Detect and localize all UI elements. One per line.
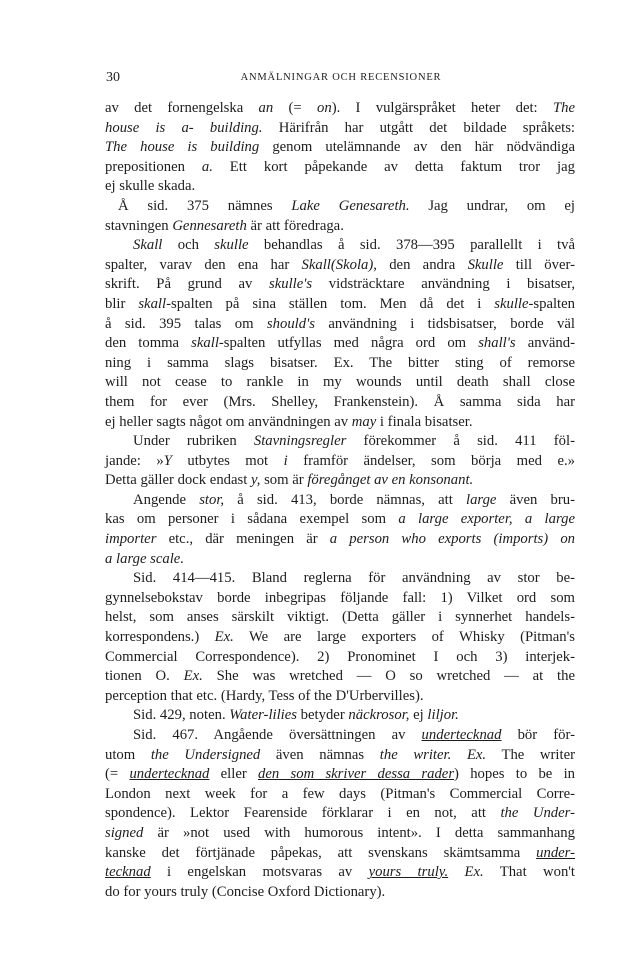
text-line xyxy=(105,569,575,589)
page-number: 30 xyxy=(106,70,120,85)
text-run: Härifrån har utgått det bildade språkets: xyxy=(262,119,575,136)
text-run: betyder xyxy=(297,707,349,724)
text-run: skrift. På grund av xyxy=(105,276,269,293)
text-run: blir xyxy=(105,295,139,312)
text-run: förekommer å sid. 411 föl- xyxy=(346,433,575,450)
text-run: spalter, varav den ena har xyxy=(105,256,302,273)
text-run: använd- xyxy=(515,335,575,352)
text-run: She was wretched — O so wretched — at the xyxy=(202,668,575,685)
text-line xyxy=(105,785,575,805)
text-run: är att föredraga. xyxy=(246,217,344,234)
text-run: -spalten xyxy=(528,295,575,312)
italic-text: on xyxy=(317,100,332,116)
italic-text: may xyxy=(351,413,377,430)
text-line xyxy=(105,863,575,883)
text-line xyxy=(105,177,575,197)
italic-text: yours truly. xyxy=(368,864,449,881)
text-run xyxy=(448,864,464,880)
italic-text: i xyxy=(283,452,288,469)
text-line xyxy=(105,119,575,139)
italic-text: skulle xyxy=(494,295,529,312)
text-run: genom utelämnande av den här nödvändiga xyxy=(259,139,575,156)
text-run: å sid. 395 talas om xyxy=(105,315,267,332)
italic-text: Skall(Skola) xyxy=(301,256,374,273)
text-run: perception that etc. (Hardy, Tess of the D'Urbervilles). xyxy=(105,687,424,704)
italic-text: skall xyxy=(191,335,219,352)
italic-text: undertecknad xyxy=(421,727,502,743)
italic-text: Ex. xyxy=(464,864,484,881)
text-run: ). I vulgärspråket heter det: xyxy=(331,100,553,116)
text-run: Sid. 467. Angående översättningen av xyxy=(133,727,422,743)
text-run: That won't xyxy=(483,864,576,881)
text-line xyxy=(105,608,575,628)
text-line xyxy=(105,197,575,217)
text-run: (= xyxy=(105,766,130,783)
text-line xyxy=(105,706,575,726)
text-line xyxy=(105,687,575,707)
text-run: Detta gäller dock endast xyxy=(105,472,252,489)
text-run: ning i samma slags bisatser. Ex. The bitter sting of remorse xyxy=(105,354,575,371)
italic-text: The xyxy=(552,100,575,116)
text-run: i finala bisatser. xyxy=(376,413,473,430)
text-run: -spalten utfyllas med några ord om xyxy=(218,335,479,352)
text-run: även nämnas xyxy=(260,746,380,763)
italic-text: skall xyxy=(138,295,167,312)
text-run: Under rubriken xyxy=(133,433,254,450)
text-run: och xyxy=(162,237,215,254)
text-run: Angende xyxy=(133,491,200,508)
text-run: stavningen xyxy=(105,217,173,234)
text-line xyxy=(105,628,575,648)
text-line xyxy=(105,275,575,295)
text-run: tionen O. xyxy=(105,668,184,685)
text-run: ) hopes to be in xyxy=(454,766,575,783)
text-line xyxy=(105,589,575,609)
text-line xyxy=(105,256,575,276)
text-line xyxy=(105,491,575,511)
text-run: den tomma xyxy=(105,335,192,352)
text-run: bör för- xyxy=(501,727,575,743)
text-run xyxy=(451,747,467,763)
italic-text: skulle's xyxy=(268,276,313,293)
text-run: Commercial Correspondence). 2) Pronominet I och 3) interjek- xyxy=(105,648,575,665)
italic-text: signed xyxy=(105,824,144,841)
italic-text: Lake Genesareth. xyxy=(291,197,410,214)
italic-text: shall's xyxy=(478,335,516,352)
text-run: ej xyxy=(409,707,428,724)
page-header xyxy=(106,70,576,90)
italic-text: Skall xyxy=(133,237,163,254)
text-line xyxy=(105,648,575,668)
body-text xyxy=(105,99,575,902)
italic-text: skulle xyxy=(214,237,249,254)
text-run: helst, som anses särskilt viktigt. (Detta gäller i synnerhet handels- xyxy=(105,609,575,626)
text-run: är »not used with humorous intent». I detta sammanhang xyxy=(143,824,575,841)
italic-text: näckrosor, xyxy=(348,707,410,724)
italic-text: large xyxy=(465,491,497,508)
text-line xyxy=(105,452,575,472)
text-run: behandlas å sid. 378—395 parallellt i två xyxy=(248,237,575,254)
text-run: användning i tidsbisatser, borde väl xyxy=(314,315,575,332)
italic-text: under- xyxy=(536,844,575,861)
text-line xyxy=(105,99,575,119)
text-run: do for yours truly (Concise Oxford Dictionary). xyxy=(105,883,386,900)
running-head: ANMÄLNINGAR OCH RECENSIONER xyxy=(240,72,442,83)
italic-text: house is a- building. xyxy=(105,119,263,136)
text-line xyxy=(105,510,575,530)
text-run: Sid. 414—415. Bland reglerna för användning av stor be- xyxy=(133,570,575,587)
text-line xyxy=(105,354,575,374)
italic-text: the Undersigned xyxy=(150,746,261,763)
italic-text: tecknad xyxy=(105,864,151,881)
text-line xyxy=(105,158,575,178)
text-run: Å sid. 375 nämnes xyxy=(118,197,292,214)
text-line xyxy=(105,804,575,824)
text-line xyxy=(105,393,575,413)
italic-text: Water-lilies xyxy=(229,707,297,724)
text-run: Ett kort påpekande av detta faktum tror jag xyxy=(212,158,575,175)
text-run: även bru- xyxy=(496,491,575,508)
text-run: kas om personer i sådana exempel som xyxy=(105,511,399,528)
italic-text: Stavningsregler xyxy=(253,433,347,450)
text-run: utom xyxy=(105,746,151,763)
text-run: som är xyxy=(260,472,308,489)
italic-text: Ex. xyxy=(214,629,234,646)
italic-text: a. xyxy=(201,158,213,175)
text-run: prepositionen xyxy=(105,158,202,175)
text-line xyxy=(105,746,575,766)
text-run: etc., där meningen är xyxy=(156,531,330,548)
text-line xyxy=(105,824,575,844)
italic-text: Y xyxy=(163,452,172,469)
text-run: spondence). Lektor Fearenside förklarar i en not, att xyxy=(105,805,501,822)
text-run: ej skulle skada. xyxy=(105,178,196,195)
text-line xyxy=(105,295,575,315)
italic-text: importer xyxy=(105,531,157,548)
italic-text: stor, xyxy=(199,491,225,508)
text-run: jande: » xyxy=(105,452,164,469)
text-run: eller xyxy=(209,766,259,783)
italic-text: a large scale. xyxy=(105,550,184,567)
italic-text: Ex. xyxy=(466,746,487,763)
italic-text: The house is building xyxy=(105,139,260,156)
text-run: kanske det förtjänade påpekas, att svenskans skämtsamma xyxy=(105,844,537,861)
italic-text: the writer. xyxy=(379,746,452,763)
text-run: korrespondens.) xyxy=(105,629,215,646)
text-run: framför ändelser, som börja med e.» xyxy=(287,452,575,469)
text-line xyxy=(105,432,575,452)
italic-text: an xyxy=(258,100,274,116)
italic-text: föregånget av en konsonant. xyxy=(307,472,474,489)
italic-text: Skulle xyxy=(467,256,504,273)
text-run: gynnelsebokstav borde inbegripas följande fall: 1) Vilket ord som xyxy=(105,589,575,606)
italic-text: Gennesareth xyxy=(172,217,247,234)
text-run: vidsträcktare användning i bisatser, xyxy=(312,276,575,293)
italic-text: a large exporter, a large xyxy=(398,511,575,528)
text-run: them for ever (Mrs. Shelley, Frankenstein). Å samma sida har xyxy=(105,393,575,410)
italic-text: the Under- xyxy=(500,805,575,822)
italic-text: undertecknad xyxy=(129,766,210,783)
text-line xyxy=(105,334,575,354)
text-line xyxy=(105,138,575,158)
text-line xyxy=(105,217,575,237)
italic-text: Ex. xyxy=(183,668,203,685)
text-run: Jag undrar, om ej xyxy=(409,197,575,214)
text-line xyxy=(105,315,575,335)
italic-text: den som skriver dessa rader xyxy=(258,766,455,783)
text-run: av det fornengelska xyxy=(105,100,259,116)
text-run: The writer xyxy=(486,746,576,763)
text-run: London next week for a few days (Pitman's Commercial Corre- xyxy=(105,785,575,802)
text-run: ej heller sagts något om användningen av xyxy=(105,413,352,430)
text-line xyxy=(105,844,575,864)
text-run: , den andra xyxy=(373,256,468,273)
text-line xyxy=(105,373,575,393)
text-run: i engelskan motsvaras av xyxy=(150,864,369,881)
text-line xyxy=(105,236,575,256)
text-run: -spalten på sina ställen tom. Men då det i xyxy=(166,295,495,312)
text-line xyxy=(105,726,575,746)
italic-text: y, xyxy=(251,472,261,489)
italic-text: liljor. xyxy=(427,707,459,724)
italic-text: should's xyxy=(266,315,315,332)
text-line xyxy=(105,413,575,433)
text-line xyxy=(105,667,575,687)
text-line xyxy=(105,530,575,550)
text-line xyxy=(105,765,575,785)
text-run: We are large exporters of Whisky (Pitman's xyxy=(233,629,575,646)
italic-text: a person who exports (imports) on xyxy=(329,531,576,548)
text-run: å sid. 413, borde nämnas, att xyxy=(224,491,466,508)
text-run: utbytes mot xyxy=(171,452,284,469)
text-line xyxy=(105,471,575,491)
text-run: (= xyxy=(273,100,317,116)
text-line xyxy=(105,550,575,570)
text-run: Sid. 429, noten. xyxy=(133,707,230,724)
text-run: till över- xyxy=(503,256,575,273)
text-line xyxy=(105,883,575,903)
text-run: will not cease to rankle in my wounds until death shall close xyxy=(105,374,575,391)
